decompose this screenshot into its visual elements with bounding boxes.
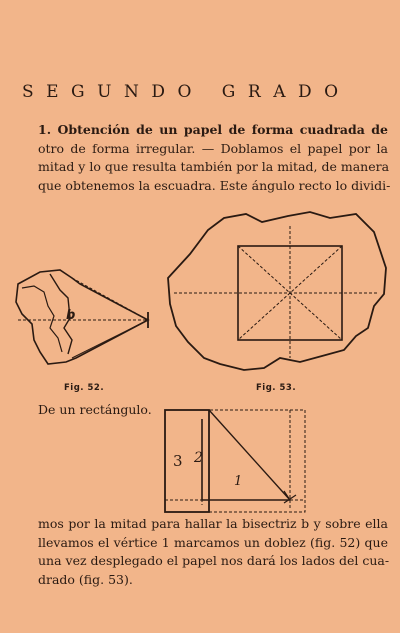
rect-label-3: 3: [173, 452, 184, 470]
section-heading: SEGUNDO GRADO: [22, 82, 351, 102]
rect-label-2: 2: [194, 450, 204, 466]
paragraph-2-line-1: mos por la mitad para hallar la bisectriz b y sobre ella: [38, 516, 388, 531]
paragraph-1-line-4: que obtenemos la escuadra. Este ángulo recto lo dividi-: [38, 177, 391, 193]
subtitle-rectangle: De un rectángulo.: [38, 402, 152, 417]
paragraph-1-line-2: otro de forma irregular. — Doblamos el papel por la: [38, 140, 388, 156]
figure-52-folded-paper: [10, 262, 158, 372]
figure-53-square-in-paper: [160, 208, 392, 380]
paragraph-2-line-4: drado (fig. 53).: [38, 571, 133, 587]
paragraph-2-line-3: una vez desplegado el papel nos dará los lados del cua-: [38, 553, 390, 568]
fig-53-caption: Fig. 53.: [256, 383, 297, 393]
paragraph-1-line-1: 1. Obtención de un papel de forma cuadrada de: [38, 122, 388, 137]
paragraph-1-line-3: mitad y lo que resulta también por la mitad, de manera: [38, 159, 390, 174]
fig-52-label-b: b: [66, 308, 76, 323]
fig-52-caption: Fig. 52.: [64, 383, 105, 393]
paragraph-2-line-2: llevamos el vértice 1 marcamos un doblez (fig. 52) que: [38, 534, 388, 550]
paragraph-1: [38, 121, 391, 195]
rect-label-1: 1: [234, 474, 243, 489]
paragraph-2: [38, 515, 388, 589]
